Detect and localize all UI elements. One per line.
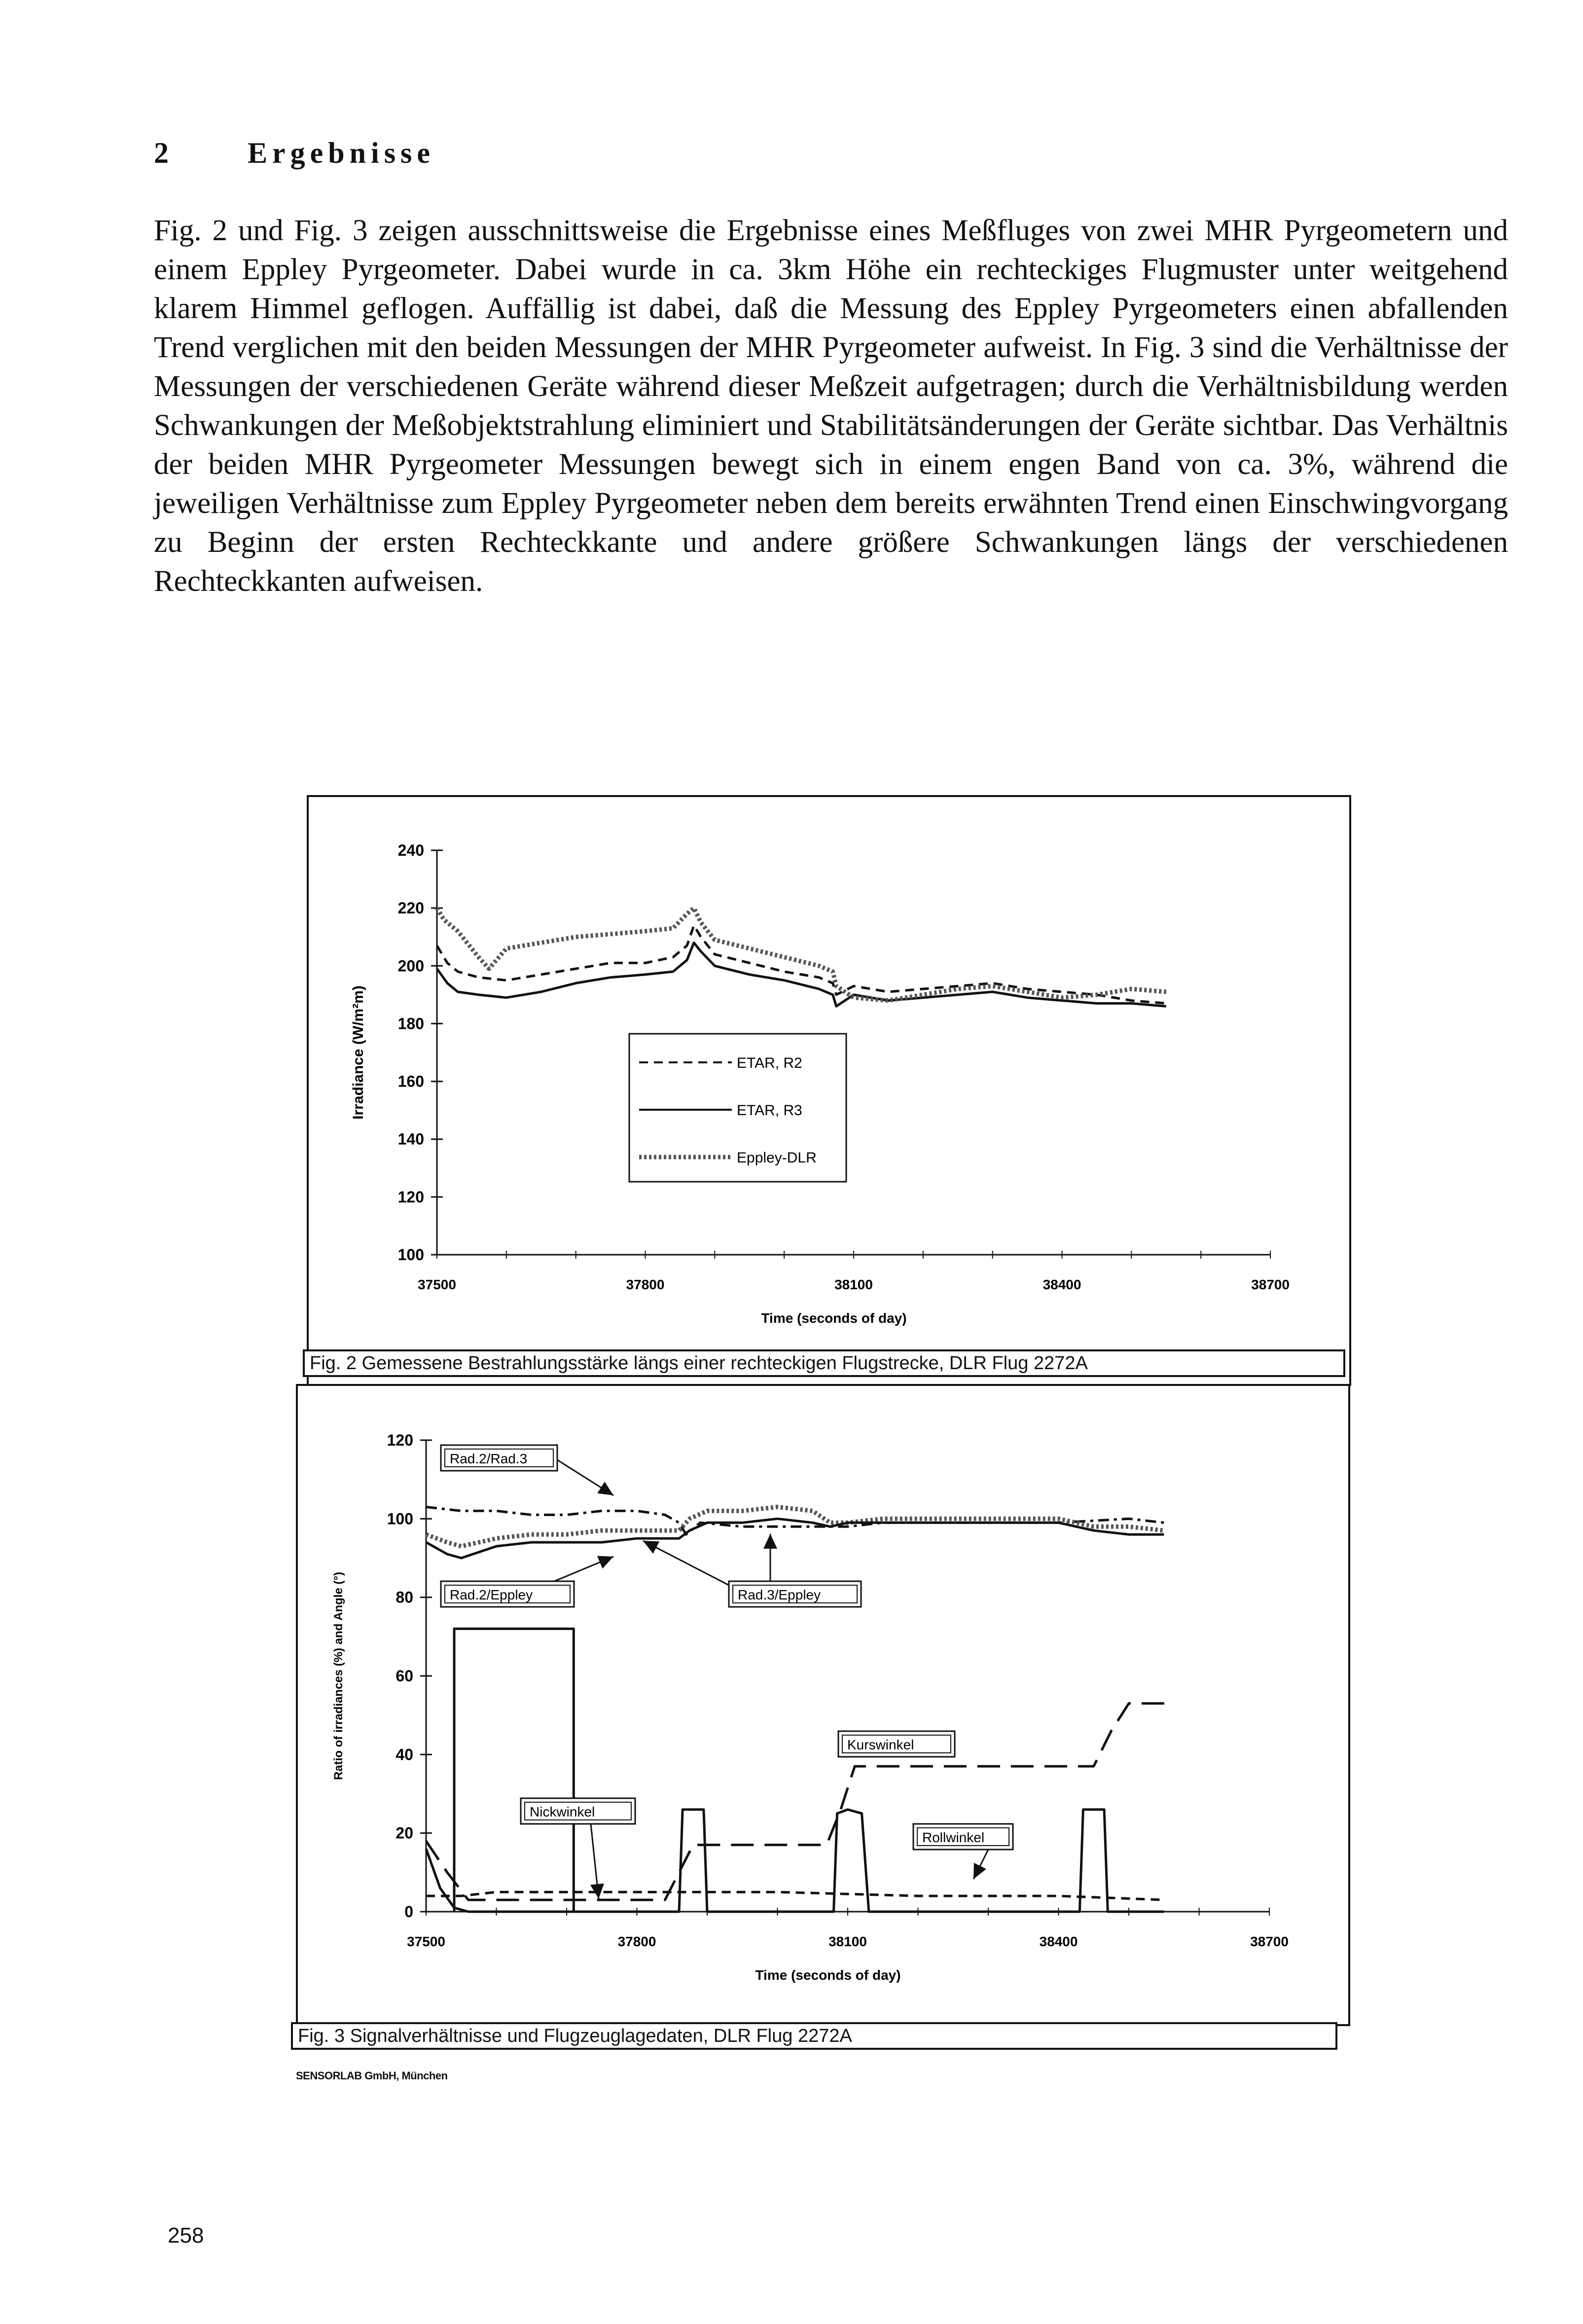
x-tick-label: 38400 <box>1043 1277 1081 1292</box>
x-axis-label: Time (seconds of day) <box>761 1310 907 1326</box>
y-tick-label: 100 <box>387 1510 413 1528</box>
legend-label: Eppley-DLR <box>737 1150 817 1166</box>
legend-label: ETAR, R3 <box>737 1102 802 1119</box>
x-tick-label: 38400 <box>1039 1934 1078 1949</box>
x-tick-label: 37800 <box>626 1277 665 1292</box>
x-tick-label: 38100 <box>834 1277 873 1292</box>
y-axis-label: Ratio of irradiances (%) and Angle (°) <box>332 1571 345 1780</box>
x-tick-label: 37800 <box>617 1934 656 1949</box>
y-tick-label: 0 <box>404 1903 413 1921</box>
y-tick-label: 200 <box>397 957 424 975</box>
x-tick-label: 38100 <box>828 1934 867 1949</box>
section-title: Ergebnisse <box>248 137 435 169</box>
figure-2-caption: Fig. 2 Gemessene Bestrahlungsstärke längs einer rechteckigen Flugstrecke, DLR Flug 2272A <box>303 1349 1345 1377</box>
ratio-angle-chart <box>298 1386 1348 2024</box>
y-tick-label: 40 <box>396 1745 413 1764</box>
annotation-nickwinkel: Nickwinkel <box>530 1804 595 1819</box>
annotation-kurswinkel: Kurswinkel <box>847 1737 914 1752</box>
irradiance-chart <box>309 797 1349 1349</box>
arrow-rad2-rad3-head <box>597 1482 613 1495</box>
annotation-rad2-eppley: Rad.2/Eppley <box>450 1587 533 1602</box>
y-tick-label: 120 <box>397 1188 424 1206</box>
y-tick-label: 60 <box>396 1667 413 1685</box>
series-line-eppley-dlr <box>437 908 1166 1001</box>
y-tick-label: 180 <box>397 1015 424 1033</box>
y-tick-label: 240 <box>397 841 424 859</box>
arrow-rad3-eppley-b-head <box>763 1534 777 1549</box>
legend-label: ETAR, R2 <box>737 1055 802 1071</box>
series-line-rollwinkel-kurve <box>454 1629 574 1912</box>
annotation-rad2-rad3: Rad.2/Rad.3 <box>450 1451 528 1466</box>
annotation-rollwinkel: Rollwinkel <box>922 1830 985 1845</box>
y-tick-label: 140 <box>397 1130 424 1148</box>
x-tick-label: 38700 <box>1250 1934 1289 1949</box>
section-heading <box>154 136 435 170</box>
figure-2 <box>307 795 1351 1386</box>
x-tick-label: 37500 <box>418 1277 456 1292</box>
section-number: 2 <box>154 137 174 169</box>
y-axis-label: Irradiance (W/m²m) <box>350 985 366 1120</box>
figure-3 <box>296 1384 1350 2026</box>
x-tick-label: 37500 <box>407 1934 445 1949</box>
credit-line: SENSORLAB GmbH, München <box>296 2070 448 2082</box>
x-tick-label: 38700 <box>1251 1277 1290 1292</box>
y-tick-label: 100 <box>397 1246 424 1264</box>
y-tick-label: 220 <box>397 899 424 917</box>
y-tick-label: 80 <box>396 1588 413 1606</box>
series-line-rad-3-eppley <box>426 1519 1164 1558</box>
x-axis-label: Time (seconds of day) <box>755 1967 901 1983</box>
y-tick-label: 120 <box>387 1431 413 1449</box>
page-number: 258 <box>168 2223 204 2248</box>
y-tick-label: 20 <box>396 1824 413 1842</box>
annotation-rad3-eppley: Rad.3/Eppley <box>738 1587 821 1602</box>
body-paragraph: Fig. 2 und Fig. 3 zeigen ausschnittsweise die Ergebnisse eines Meßfluges von zwei MHR Pyrgeometern und einem Eppley Pyrgeometer. Dabei wurde in ca. 3km Höhe ein rechteckiges Flugmuster unter weitgehend klarem Himmel geflogen. Auffällig ist dabei, daß die Messung des Eppley Pyrgeometers einen abfallenden Trend verglichen mit den beiden Messungen der MHR Pyrgeometer aufweist. In Fig. 3 sind die Verhältnisse der Messungen der verschiedenen Geräte während dieser Meßzeit aufgetragen; durch die Verhältnisbildung werden Schwankungen der Meßobjektstrahlung eliminiert und Stabilitätsänderungen der Geräte sichtbar. Das Verhältnis der beiden MHR Pyrgeometer Messungen bewegt sich in einem engen Band von ca. 3%, während die jeweiligen Verhältnisse zum Eppley Pyrgeometer neben dem bereits erwähnten Trend einen Einschwingvorgang zu Beginn der ersten Rechteckkante und andere größere Schwankungen längs der verschiedenen Rechteckkanten aufweisen. <box>154 214 1508 598</box>
figure-3-caption: Fig. 3 Signalverhältnisse und Flugzeuglagedaten, DLR Flug 2272A <box>291 2022 1337 2050</box>
y-tick-label: 160 <box>397 1072 424 1090</box>
